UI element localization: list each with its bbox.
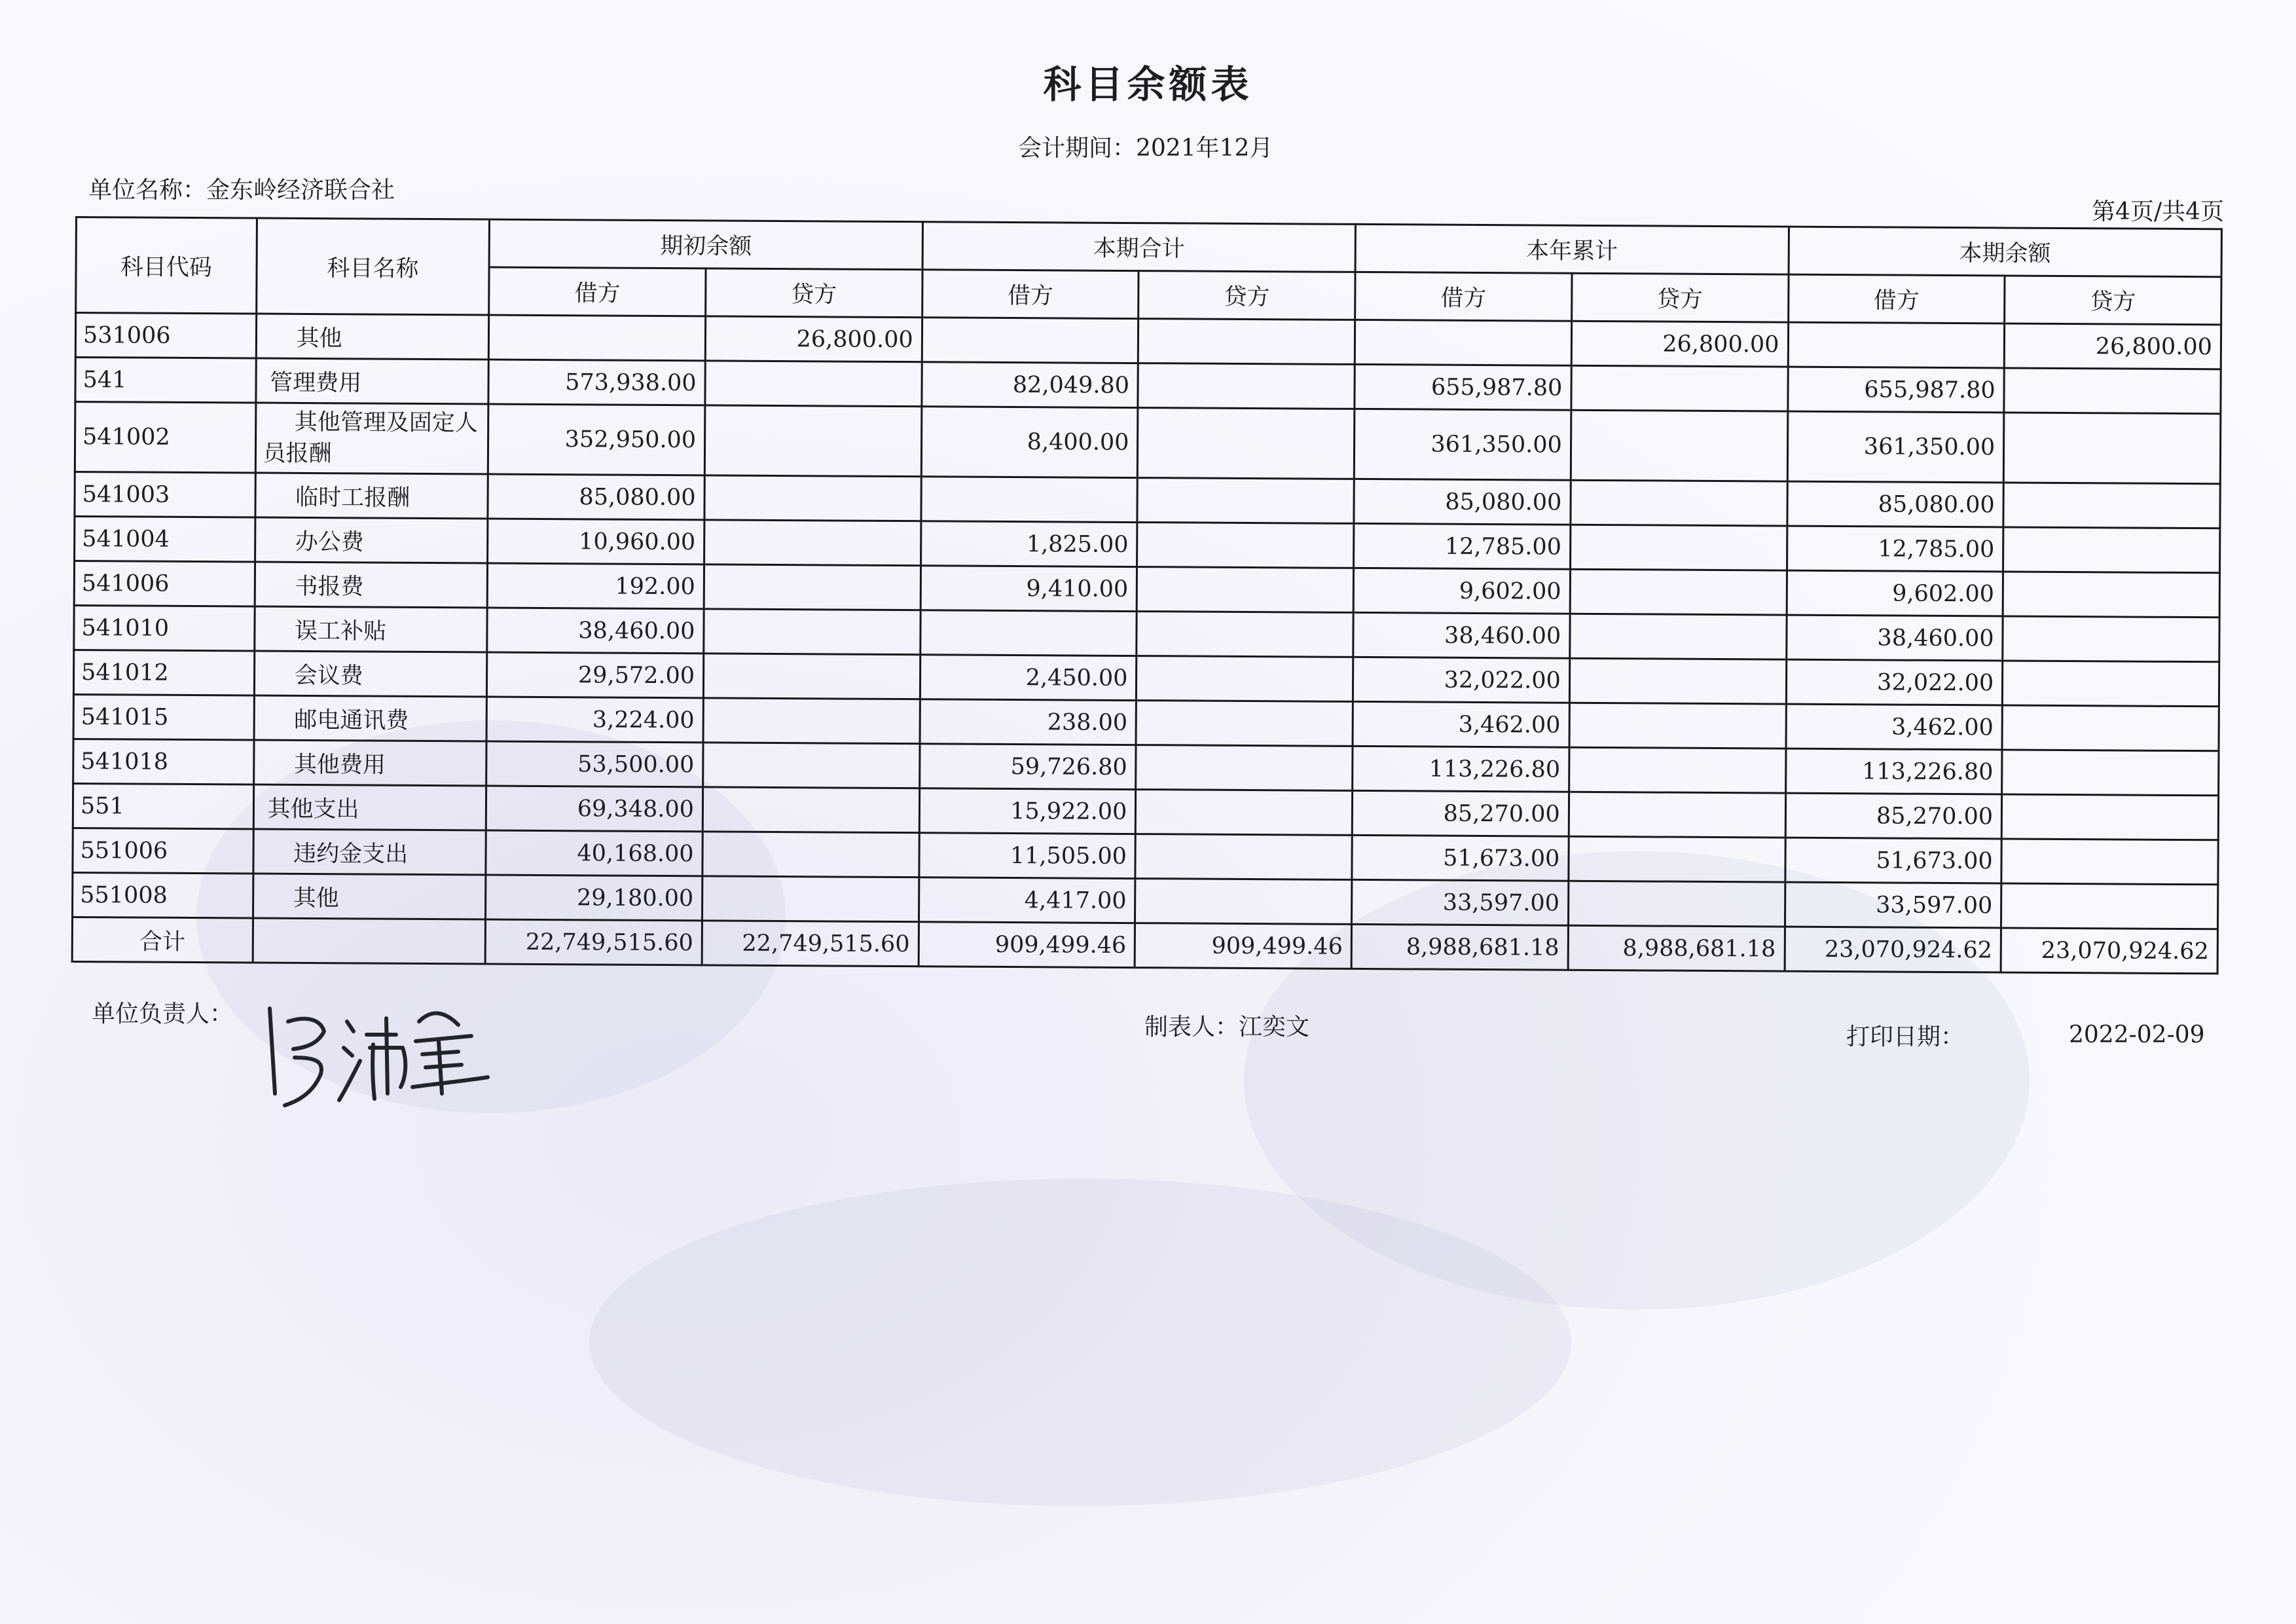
account-code: 541003 <box>75 472 255 518</box>
year-credit <box>1568 881 1785 927</box>
period-debit: 15,922.00 <box>919 788 1136 834</box>
period-debit: 1,825.00 <box>920 521 1137 567</box>
account-name-text: 其他管理及固定人员报酬 <box>263 409 478 468</box>
period-debit: 4,417.00 <box>919 877 1135 923</box>
header-credit: 贷方 <box>2005 276 2221 325</box>
account-code: 531006 <box>75 313 256 359</box>
period-credit <box>1136 745 1353 791</box>
total-closing-debit: 23,070,924.62 <box>1785 927 2001 972</box>
year-debit: 51,673.00 <box>1352 835 1569 881</box>
closing-credit <box>2003 527 2220 573</box>
period-credit <box>1135 834 1352 880</box>
year-debit: 33,597.00 <box>1352 879 1569 925</box>
account-code: 551008 <box>73 872 253 918</box>
closing-debit: 12,785.00 <box>1787 526 2003 572</box>
closing-debit: 655,987.80 <box>1787 367 2004 413</box>
opening-credit: 26,800.00 <box>705 316 922 362</box>
opening-credit <box>704 564 920 610</box>
scan-shadow <box>589 1179 1571 1506</box>
closing-credit <box>2002 705 2219 751</box>
opening-debit: 40,168.00 <box>486 830 702 876</box>
opening-debit: 69,348.00 <box>486 786 703 832</box>
preparer: 制表人：江奕文 <box>1144 1014 1310 1041</box>
opening-credit <box>704 405 921 477</box>
account-name: 其他费用 <box>253 740 486 786</box>
opening-debit: 192.00 <box>487 563 704 609</box>
period-credit <box>1138 363 1355 409</box>
table-row <box>75 402 2221 484</box>
period-credit <box>1137 567 1354 613</box>
header-code: 科目代码 <box>76 217 257 314</box>
total-year-debit: 8,988,681.18 <box>1351 924 1568 970</box>
year-credit <box>1569 792 1785 838</box>
account-code: 541010 <box>74 605 255 651</box>
closing-credit <box>2003 483 2220 528</box>
account-name: 管理费用 <box>255 358 488 404</box>
total-period-credit: 909,499.46 <box>1135 923 1352 969</box>
closing-debit: 51,673.00 <box>1785 838 2001 883</box>
year-credit <box>1571 410 1787 481</box>
closing-debit: 9,602.00 <box>1787 570 2003 616</box>
total-closing-credit: 23,070,924.62 <box>2001 928 2217 974</box>
year-debit: 85,080.00 <box>1354 479 1571 525</box>
closing-credit <box>2001 794 2218 840</box>
year-debit: 361,350.00 <box>1354 409 1571 480</box>
year-debit <box>1355 320 1571 365</box>
header-closing-balance: 本期余额 <box>1789 227 2222 277</box>
responsible-label: 单位负责人： <box>92 1001 234 1027</box>
page-number: 第4页/共4页 <box>2092 198 2224 225</box>
account-name: 办公费 <box>255 517 488 563</box>
period-credit <box>1135 879 1352 925</box>
closing-credit <box>2002 750 2219 796</box>
account-code: 551006 <box>73 828 253 874</box>
total-label: 合计 <box>72 917 253 963</box>
year-credit <box>1570 614 1787 659</box>
account-name <box>255 403 488 474</box>
account-name: 会议费 <box>254 651 487 697</box>
period-debit: 8,400.00 <box>921 407 1138 478</box>
year-credit <box>1569 747 1785 793</box>
closing-credit <box>2003 661 2219 707</box>
account-code: 541 <box>75 358 256 403</box>
account-name: 邮电通讯费 <box>254 695 487 741</box>
period-debit: 59,726.80 <box>919 744 1136 790</box>
closing-credit <box>2004 368 2221 414</box>
period-debit: 11,505.00 <box>919 833 1136 879</box>
opening-debit: 29,180.00 <box>486 875 702 921</box>
opening-credit <box>702 832 919 877</box>
total-opening-credit: 22,749,515.60 <box>702 921 919 967</box>
period-credit <box>1136 790 1353 836</box>
closing-debit <box>1788 322 2005 368</box>
balance-table <box>71 216 2223 974</box>
period-debit: 9,410.00 <box>920 566 1137 612</box>
opening-debit: 38,460.00 <box>487 608 704 654</box>
closing-credit <box>2003 616 2219 662</box>
total-year-credit: 8,988,681.18 <box>1568 925 1785 971</box>
period-debit: 82,049.80 <box>922 362 1139 408</box>
year-debit: 38,460.00 <box>1353 612 1570 658</box>
opening-debit: 573,938.00 <box>488 360 705 405</box>
period-debit: 2,450.00 <box>920 655 1137 701</box>
closing-credit <box>2001 883 2218 929</box>
total-period-debit: 909,499.46 <box>919 922 1135 968</box>
account-code: 551 <box>73 783 253 829</box>
period-credit <box>1139 319 1355 365</box>
year-credit <box>1571 365 1788 411</box>
closing-debit: 3,462.00 <box>1785 704 2002 750</box>
account-name: 其他 <box>256 314 489 360</box>
opening-credit <box>704 520 921 566</box>
year-debit: 655,987.80 <box>1355 364 1571 410</box>
account-code: 541006 <box>74 561 255 607</box>
closing-credit <box>2003 413 2220 484</box>
year-credit <box>1570 525 1787 570</box>
header-opening-balance: 期初余额 <box>489 219 922 270</box>
closing-debit: 85,270.00 <box>1785 793 2002 839</box>
period-debit: 238.00 <box>920 699 1137 745</box>
account-code: 541004 <box>75 517 255 563</box>
opening-debit: 352,950.00 <box>488 404 705 475</box>
closing-debit: 38,460.00 <box>1786 615 2003 661</box>
unit-name: 单位名称：金东岭经济联合社 <box>88 177 395 204</box>
opening-debit: 3,224.00 <box>486 697 703 743</box>
year-credit <box>1569 836 1785 882</box>
period-credit <box>1136 701 1353 747</box>
opening-credit <box>704 475 921 521</box>
accounting-period: 会计期间：2021年12月 <box>1018 135 1273 162</box>
header-name: 科目名称 <box>256 218 490 315</box>
year-credit <box>1570 569 1787 615</box>
opening-credit <box>702 787 919 833</box>
closing-debit: 33,597.00 <box>1785 882 2001 928</box>
period-debit <box>921 477 1138 523</box>
year-debit: 32,022.00 <box>1353 657 1569 703</box>
opening-credit <box>703 654 920 699</box>
year-credit <box>1569 658 1786 704</box>
year-debit: 3,462.00 <box>1353 701 1569 747</box>
header-year-cumulative: 本年累计 <box>1355 224 1789 274</box>
closing-credit <box>2001 839 2218 885</box>
account-code: 541002 <box>75 402 255 473</box>
year-credit <box>1571 480 1787 526</box>
year-debit: 9,602.00 <box>1353 568 1570 614</box>
header-credit: 贷方 <box>1139 271 1355 320</box>
closing-debit: 361,350.00 <box>1787 411 2004 483</box>
opening-credit <box>705 361 922 407</box>
report-title: 科目余额表 <box>1043 62 1253 107</box>
opening-debit: 29,572.00 <box>487 652 704 698</box>
header-debit: 借方 <box>1355 272 1572 321</box>
header-debit: 借方 <box>922 270 1139 319</box>
print-date: 2022-02-09 <box>2069 1022 2205 1048</box>
opening-debit: 85,080.00 <box>488 474 704 520</box>
opening-credit <box>704 609 920 655</box>
period-credit <box>1137 656 1353 702</box>
year-debit: 12,785.00 <box>1354 523 1571 569</box>
header-debit: 借方 <box>489 267 706 316</box>
period-credit <box>1137 523 1354 568</box>
header-credit: 贷方 <box>706 268 922 318</box>
account-name: 其他 <box>253 874 486 919</box>
account-code: 541015 <box>73 694 254 740</box>
header-debit: 借方 <box>1788 274 2005 323</box>
account-name: 书报费 <box>255 562 488 608</box>
period-debit <box>920 610 1137 656</box>
account-name: 临时工报酬 <box>255 473 488 519</box>
closing-credit <box>2003 572 2219 618</box>
period-credit <box>1137 612 1353 657</box>
year-credit <box>1569 703 1786 748</box>
opening-credit <box>702 876 919 922</box>
opening-debit: 10,960.00 <box>488 519 704 564</box>
year-debit: 113,226.80 <box>1353 746 1569 792</box>
opening-debit: 53,500.00 <box>486 741 703 787</box>
year-debit: 85,270.00 <box>1352 790 1569 836</box>
account-code: 541018 <box>73 739 254 784</box>
account-name: 其他支出 <box>253 784 486 830</box>
account-name: 违约金支出 <box>253 829 486 875</box>
closing-credit: 26,800.00 <box>2004 323 2221 369</box>
header-period-total: 本期合计 <box>922 222 1356 272</box>
period-debit <box>922 318 1139 363</box>
closing-debit: 32,022.00 <box>1786 659 2003 705</box>
account-name: 误工补贴 <box>254 606 487 652</box>
closing-debit: 113,226.80 <box>1785 748 2002 794</box>
print-date-label: 打印日期： <box>1846 1024 1965 1050</box>
period-credit <box>1137 478 1354 524</box>
total-name-empty <box>253 918 486 964</box>
total-opening-debit: 22,749,515.60 <box>485 919 702 965</box>
signature <box>262 995 498 1113</box>
header-row-groups <box>76 217 2221 277</box>
year-credit: 26,800.00 <box>1571 321 1788 367</box>
opening-debit <box>489 315 706 361</box>
closing-debit: 85,080.00 <box>1787 481 2003 527</box>
period-credit <box>1138 408 1355 479</box>
opening-credit <box>703 698 920 744</box>
account-code: 541012 <box>73 650 254 695</box>
header-credit: 贷方 <box>1571 273 1788 322</box>
opening-credit <box>703 743 920 788</box>
